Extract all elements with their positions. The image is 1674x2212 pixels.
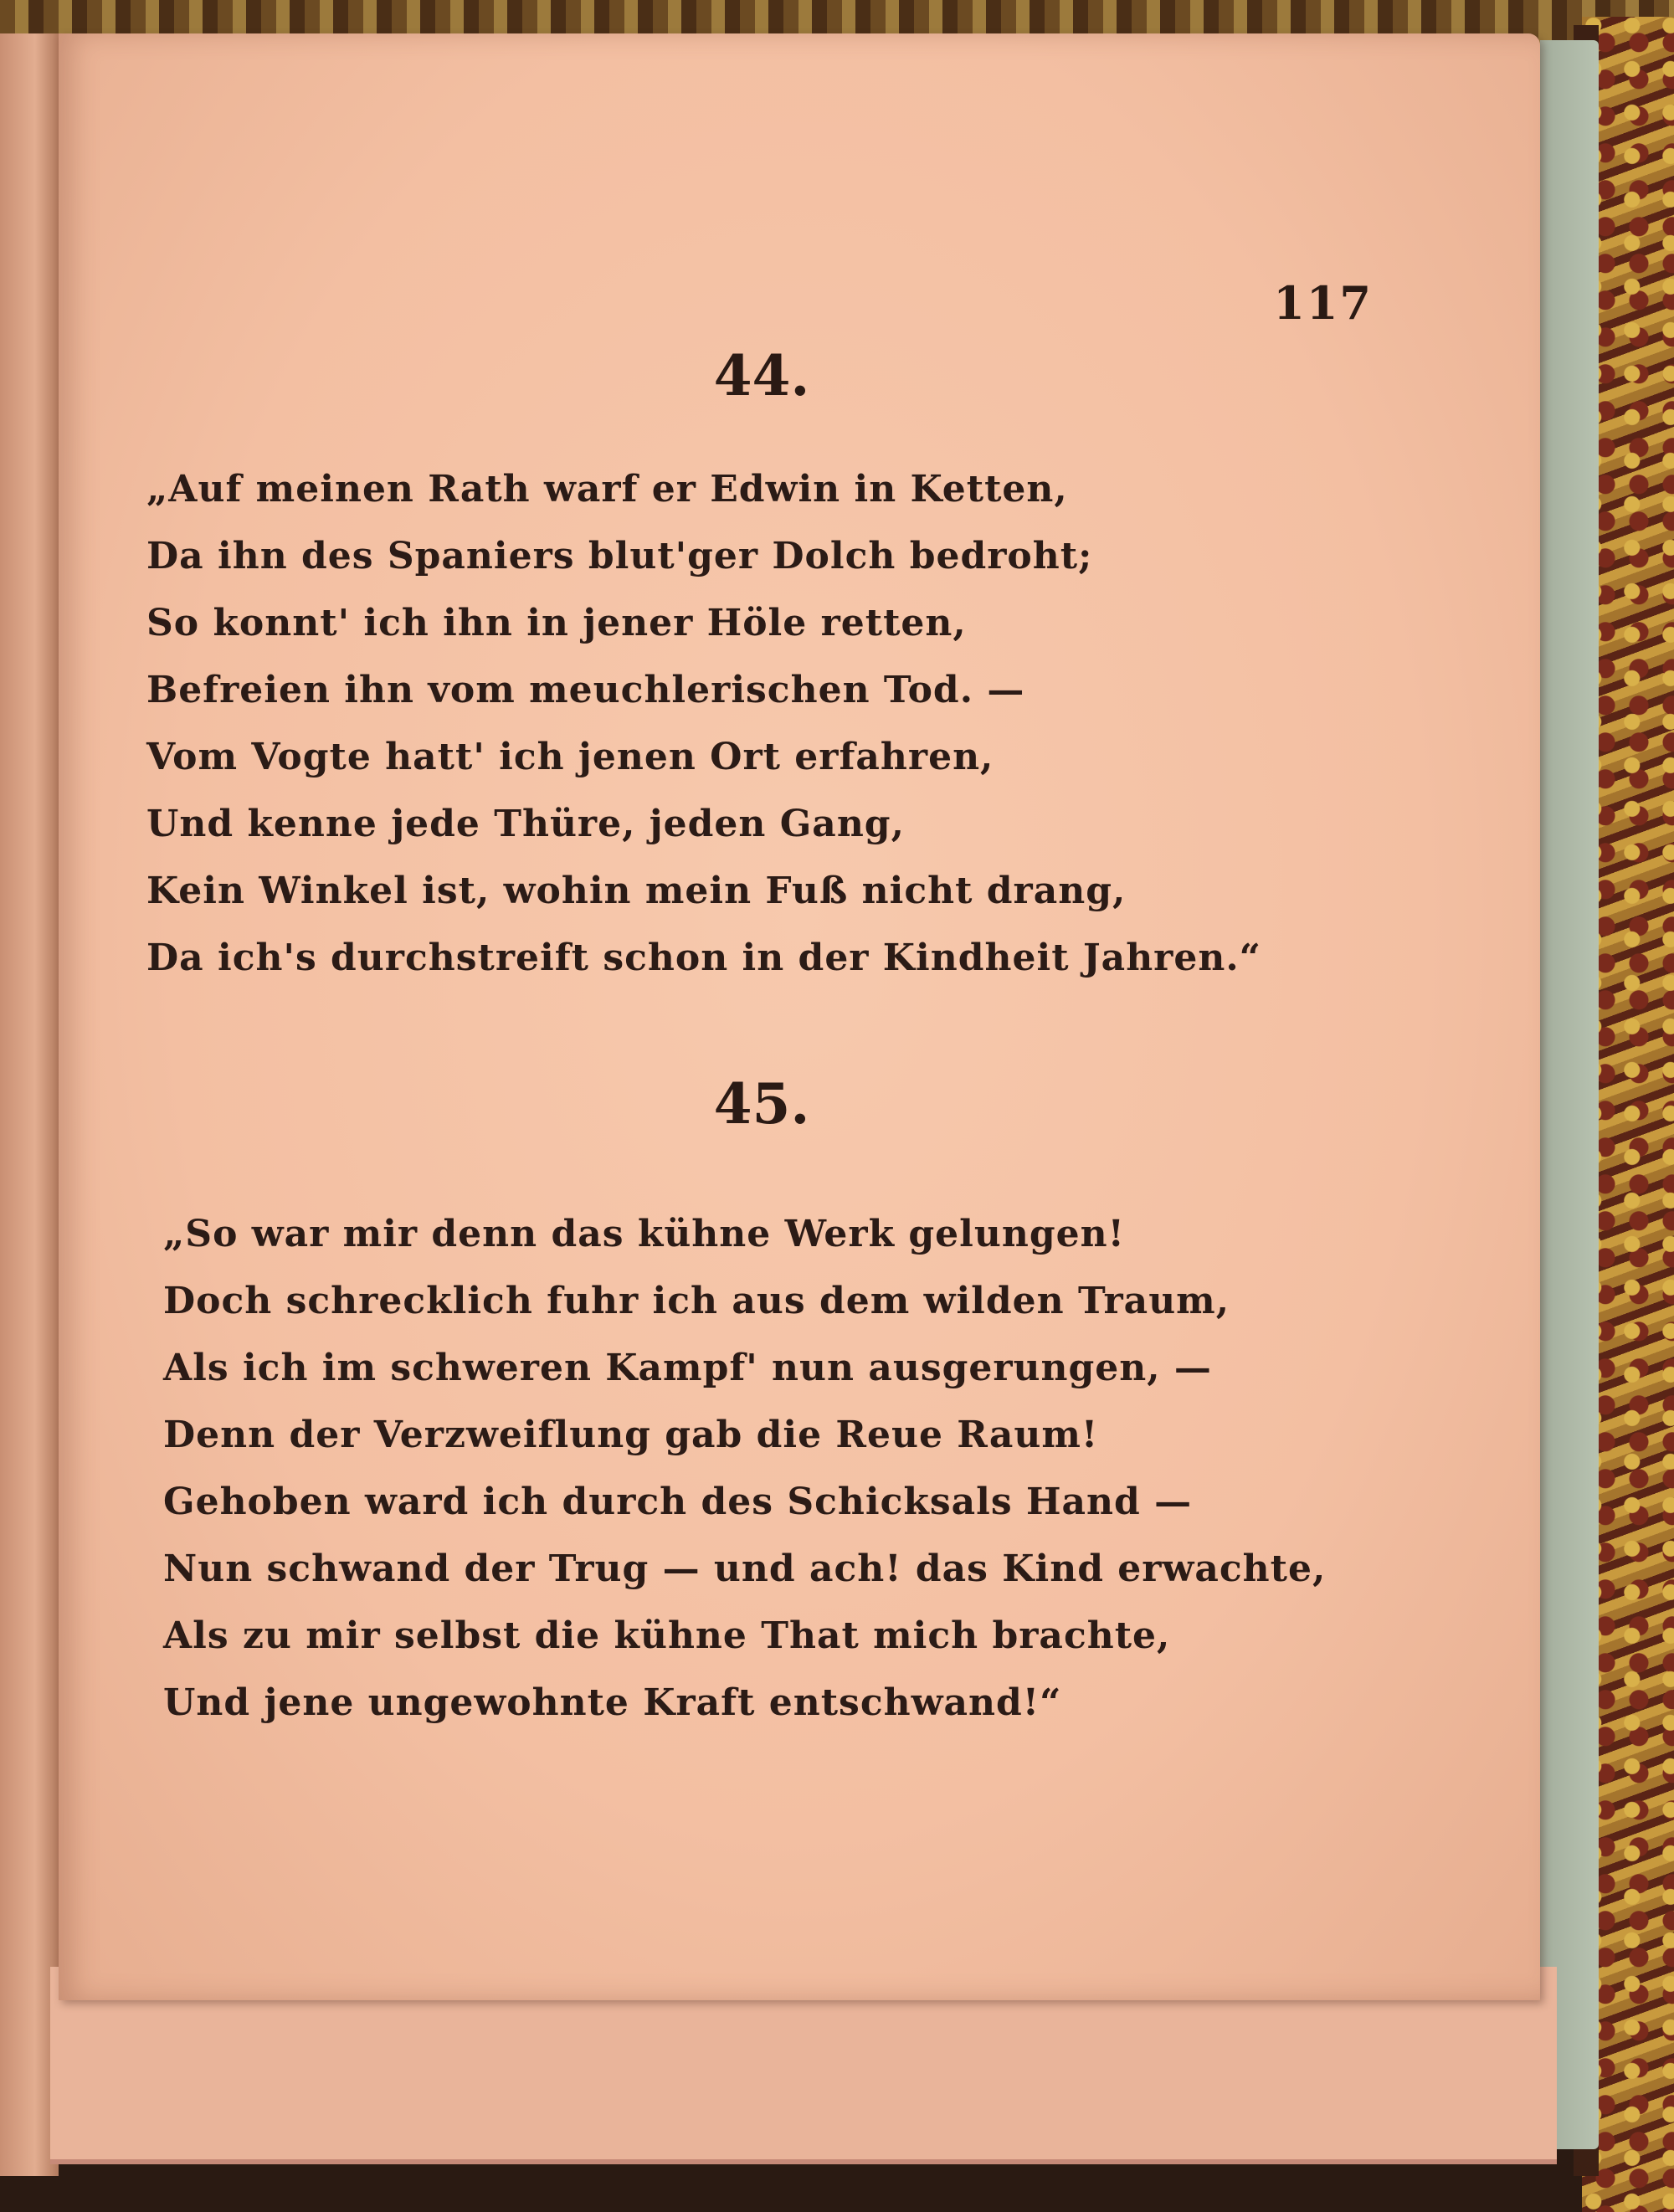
verse-line: Und jene ungewohnte Kraft entschwand!“	[163, 1681, 1062, 1724]
verse-line: Vom Vogte hatt' ich jenen Ort erfahren,	[146, 736, 994, 778]
book-page	[59, 33, 1540, 2000]
verse-line: Nun schwand der Trug — und ach! das Kind erwachte,	[163, 1547, 1327, 1590]
verse-line: Doch schrecklich fuhr ich aus dem wilden Traum,	[163, 1280, 1230, 1322]
verse-line: Kein Winkel ist, wohin mein Fuß nicht drang,	[146, 870, 1127, 912]
verse-line: Und kenne jede Thüre, jeden Gang,	[146, 803, 905, 845]
page-number: 117	[1273, 276, 1373, 330]
verse-line: Da ich's durchstreift schon in der Kindheit Jahren.“	[146, 937, 1261, 979]
stanza-number-44: 44.	[713, 343, 810, 408]
facing-page-edge	[0, 33, 59, 2176]
verse-line: So konnt' ich ihn in jener Höle retten,	[146, 602, 967, 644]
verse-line: Befreien ihn vom meuchlerischen Tod. —	[146, 669, 1025, 711]
verse-line: Da ihn des Spaniers blut'ger Dolch bedroht;	[146, 535, 1093, 577]
stanza-44	[146, 456, 1261, 992]
endpaper	[1540, 40, 1599, 2149]
stanza-number-45: 45.	[713, 1071, 810, 1137]
verse-line: Als ich im schweren Kampf' nun ausgerungen, —	[163, 1347, 1212, 1389]
verse-line: Denn der Verzweiflung gab die Reue Raum!	[163, 1414, 1099, 1456]
verse-line: Gehoben ward ich durch des Schicksals Hand —	[163, 1481, 1193, 1523]
verse-line: Als zu mir selbst die kühne That mich brachte,	[163, 1614, 1171, 1657]
stanza-45	[163, 1201, 1326, 1737]
verse-line: „So war mir denn das kühne Werk gelungen!	[163, 1213, 1125, 1255]
verse-line: „Auf meinen Rath warf er Edwin in Ketten,	[146, 468, 1068, 511]
